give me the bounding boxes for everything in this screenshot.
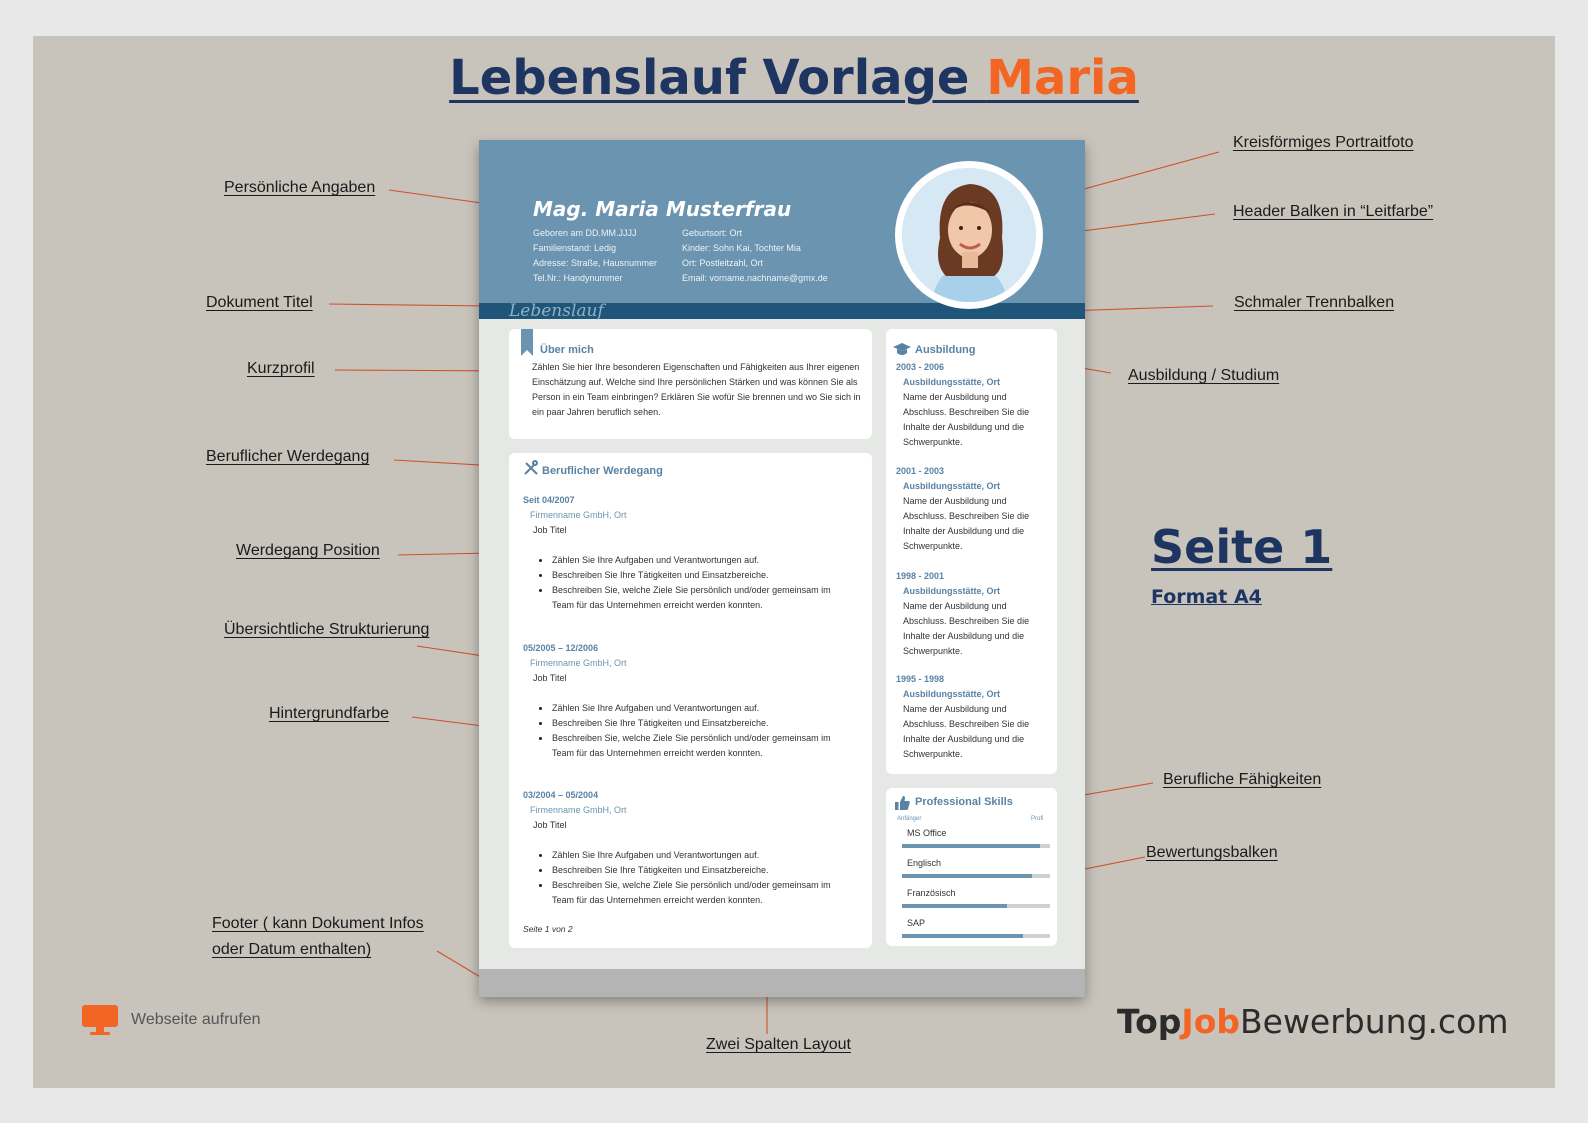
- education-card: [886, 329, 1057, 774]
- career-card: [509, 453, 872, 948]
- label-header-balken: Header Balken in “Leitfarbe”: [1233, 203, 1434, 220]
- skill-name: Englisch: [907, 858, 942, 868]
- label-persoenliche-angaben: Persönliche Angaben: [224, 179, 376, 196]
- brand-top: Top: [1117, 1002, 1182, 1041]
- career-bullets: [523, 848, 853, 908]
- label-hintergrundfarbe: Hintergrundfarbe: [269, 705, 390, 722]
- skill-name: Französisch: [907, 888, 956, 898]
- skills-scale-min: Anfänger: [897, 816, 922, 822]
- label-werdegang-position: Werdegang Position: [236, 542, 380, 559]
- skill-rating-bar: [902, 904, 1050, 908]
- education-date: 2001 - 2003: [896, 466, 945, 476]
- education-place: Ausbildungsstätte, Ort: [903, 481, 1001, 491]
- career-title: Beruflicher Werdegang: [542, 465, 663, 477]
- portrait-image: [902, 168, 1036, 302]
- skills-card: [886, 788, 1057, 946]
- career-bullet: Zählen Sie Ihre Aufgaben und Verantwortungen auf.: [534, 848, 853, 863]
- website-link-label: Webseite aufrufen: [131, 1011, 261, 1028]
- skill-rating-bar: [902, 934, 1050, 938]
- cv-footer-bar: [479, 969, 1085, 997]
- label-footer-line1: Footer ( kann Dokument Infos: [212, 915, 424, 932]
- skill-rating-bar: [902, 844, 1050, 848]
- cv-page: [479, 140, 1085, 995]
- career-date: Seit 04/2007: [523, 495, 575, 505]
- career-date: 03/2004 – 05/2004: [523, 790, 599, 800]
- about-title: Über mich: [540, 344, 594, 356]
- label-footer-line2: oder Datum enthalten): [212, 941, 372, 958]
- label-beruflicher-werdegang: Beruflicher Werdegang: [206, 448, 370, 465]
- label-portraitfoto: Kreisförmiges Portraitfoto: [1233, 134, 1414, 151]
- education-place: Ausbildungsstätte, Ort: [903, 689, 1001, 699]
- career-bullets: [523, 701, 853, 761]
- career-bullet: Beschreiben Sie, welche Ziele Sie persönlich und/oder gemeinsam im Team für das Unternehmen erreicht werden konnten.: [534, 583, 853, 613]
- personal-info-line: Tel.Nr.: Handynummer: [533, 273, 623, 283]
- career-bullet: Zählen Sie Ihre Aufgaben und Verantwortungen auf.: [534, 553, 853, 568]
- bookmark-icon: [521, 329, 533, 356]
- personal-info-line: Geboren am DD.MM.JJJJ: [533, 228, 637, 238]
- brand-rest: Bewerbung.com: [1240, 1002, 1509, 1041]
- label-trennbalken: Schmaler Trennbalken: [1234, 294, 1395, 311]
- education-text: Name der Ausbildung und Abschluss. Beschreiben Sie die Inhalte der Ausbildung und die Schwerpunkte.: [903, 392, 1030, 447]
- education-entry: [896, 672, 1051, 762]
- cv-page-footer: Seite 1 von 2: [523, 924, 573, 934]
- about-card: [509, 329, 872, 439]
- brand-job: Job: [1181, 1002, 1240, 1041]
- label-faehigkeiten: Berufliche Fähigkeiten: [1163, 771, 1322, 788]
- education-date: 1998 - 2001: [896, 571, 945, 581]
- label-dokument-titel: Dokument Titel: [206, 294, 313, 311]
- cv-name: Mag. Maria Musterfrau: [533, 197, 792, 221]
- graduation-cap-icon: [893, 343, 911, 357]
- career-bullets: [523, 553, 853, 613]
- tools-icon: [523, 460, 539, 476]
- education-place: Ausbildungsstätte, Ort: [903, 586, 1001, 596]
- career-entry: [523, 493, 853, 613]
- heading-main: Lebenslauf Vorlage: [449, 50, 987, 106]
- label-bewertungsbalken: Bewertungsbalken: [1146, 844, 1278, 861]
- career-bullet: Beschreiben Sie, welche Ziele Sie persönlich und/oder gemeinsam im Team für das Unternehmen erreicht werden konnten.: [534, 878, 853, 908]
- education-date: 2003 - 2006: [896, 362, 945, 372]
- education-text: Name der Ausbildung und Abschluss. Beschreiben Sie die Inhalte der Ausbildung und die Schwerpunkte.: [903, 601, 1030, 656]
- skill-rating-fill: [902, 934, 1023, 938]
- skill-rating-fill: [902, 874, 1032, 878]
- education-entry: [896, 569, 1051, 659]
- career-bullet: Beschreiben Sie, welche Ziele Sie persönlich und/oder gemeinsam im Team für das Unternehmen erreicht werden konnten.: [534, 731, 853, 761]
- education-entry: [896, 360, 1051, 450]
- education-entry: [896, 464, 1051, 554]
- personal-info-line: Familienstand: Ledig: [533, 243, 617, 253]
- personal-info-line: Kinder: Sohn Kai, Tochter Mia: [682, 243, 801, 253]
- label-ausbildung: Ausbildung / Studium: [1128, 367, 1280, 384]
- career-company: Firmenname GmbH, Ort: [530, 805, 627, 815]
- skill-rating-bar: [902, 874, 1050, 878]
- cv-document-title: Lebenslauf: [509, 301, 604, 321]
- career-date: 05/2005 – 12/2006: [523, 643, 599, 653]
- personal-info-line: Ort: Postleitzahl, Ort: [682, 258, 764, 268]
- personal-info-right: [682, 226, 828, 286]
- personal-info-line: Email: vorname.nachname@gmx.de: [682, 273, 828, 283]
- career-job-title: Job Titel: [533, 673, 567, 683]
- education-text: Name der Ausbildung und Abschluss. Beschreiben Sie die Inhalte der Ausbildung und die Schwerpunkte.: [903, 496, 1030, 551]
- education-date: 1995 - 1998: [896, 674, 945, 684]
- career-bullet: Beschreiben Sie Ihre Tätigkeiten und Einsatzbereiche.: [534, 863, 853, 878]
- website-link[interactable]: [81, 1004, 261, 1036]
- thumbs-up-icon: [895, 796, 910, 811]
- about-text: Zählen Sie hier Ihre besonderen Eigenschaften und Fähigkeiten aus Ihrer eigenen Einschätzung auf. Welche sind Ihre persönlichen Stärken und was können Sie als Person in ein Team einbringen? Erklären Sie wofür Sie brennen und wo Sie sich in ein paar Jahren beruflich sehen.: [532, 362, 861, 417]
- page-format: Format A4: [1151, 586, 1262, 608]
- skill-rating-fill: [902, 904, 1007, 908]
- education-title: Ausbildung: [915, 344, 976, 356]
- personal-info-left: [533, 226, 657, 286]
- career-job-title: Job Titel: [533, 820, 567, 830]
- skills-title: Professional Skills: [915, 796, 1013, 808]
- education-text: Name der Ausbildung und Abschluss. Beschreiben Sie die Inhalte der Ausbildung und die Schwerpunkte.: [903, 704, 1030, 759]
- skills-scale-max: Profi: [1031, 816, 1044, 822]
- career-bullet: Zählen Sie Ihre Aufgaben und Verantwortungen auf.: [534, 701, 853, 716]
- skill-rating-fill: [902, 844, 1040, 848]
- page-heading: [33, 50, 1555, 106]
- career-company: Firmenname GmbH, Ort: [530, 658, 627, 668]
- background-board: [33, 36, 1555, 1088]
- career-entry: [523, 788, 853, 908]
- education-place: Ausbildungsstätte, Ort: [903, 377, 1001, 387]
- personal-info-line: Adresse: Straße, Hausnummer: [533, 258, 658, 268]
- label-strukturierung: Übersichtliche Strukturierung: [224, 621, 430, 638]
- skill-name: MS Office: [907, 828, 947, 838]
- portrait-photo: [895, 161, 1043, 309]
- label-zwei-spalten: Zwei Spalten Layout: [706, 1036, 851, 1053]
- skill-name: SAP: [907, 918, 926, 928]
- label-kurzprofil: Kurzprofil: [247, 360, 315, 377]
- career-bullet: Beschreiben Sie Ihre Tätigkeiten und Einsatzbereiche.: [534, 568, 853, 583]
- monitor-icon: [81, 1004, 119, 1036]
- brand-logo: [1117, 1002, 1509, 1041]
- career-bullet: Beschreiben Sie Ihre Tätigkeiten und Einsatzbereiche.: [534, 716, 853, 731]
- page-number: Seite 1: [1151, 520, 1333, 574]
- career-job-title: Job Titel: [533, 525, 567, 535]
- career-company: Firmenname GmbH, Ort: [530, 510, 627, 520]
- career-entry: [523, 641, 853, 761]
- personal-info-line: Geburtsort: Ort: [682, 228, 743, 238]
- heading-accent: Maria: [986, 50, 1139, 106]
